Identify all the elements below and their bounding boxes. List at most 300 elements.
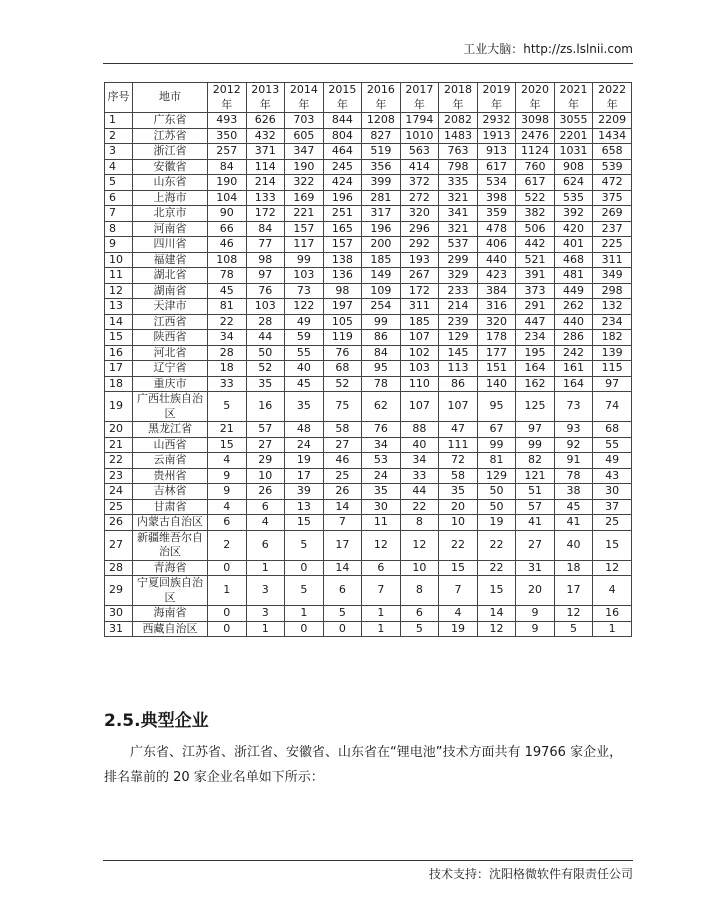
row-value-cell: 5	[285, 530, 324, 560]
table-row	[105, 113, 632, 129]
table-row	[105, 621, 632, 637]
column-header-year: 2016年	[362, 83, 401, 113]
table-row	[105, 283, 632, 299]
row-value-cell: 468	[554, 252, 593, 268]
row-value-cell: 539	[593, 159, 632, 175]
row-value-cell: 844	[323, 113, 362, 129]
row-value-cell: 17	[285, 468, 324, 484]
row-value-cell: 22	[439, 530, 478, 560]
row-value-cell: 432	[246, 128, 285, 144]
row-value-cell: 262	[554, 299, 593, 315]
row-value-cell: 95	[362, 361, 401, 377]
row-region: 新疆维吾尔自治区	[133, 530, 208, 560]
row-value-cell: 254	[362, 299, 401, 315]
row-value-cell: 157	[323, 237, 362, 253]
row-value-cell: 108	[208, 252, 247, 268]
row-value-cell: 329	[439, 268, 478, 284]
row-value-cell: 7	[439, 576, 478, 606]
row-value-cell: 375	[593, 190, 632, 206]
row-value-cell: 162	[516, 376, 555, 392]
row-value-cell: 4	[246, 515, 285, 531]
column-header-year: 2020年	[516, 83, 555, 113]
row-value-cell: 1010	[400, 128, 439, 144]
row-value-cell: 251	[323, 206, 362, 222]
row-index: 10	[105, 252, 133, 268]
row-index: 1	[105, 113, 133, 129]
row-value-cell: 0	[208, 606, 247, 622]
row-value-cell: 35	[285, 392, 324, 422]
row-value-cell: 78	[208, 268, 247, 284]
row-value-cell: 107	[400, 330, 439, 346]
row-value-cell: 392	[554, 206, 593, 222]
table-row	[105, 422, 632, 438]
row-value-cell: 322	[285, 175, 324, 191]
row-value-cell: 68	[593, 422, 632, 438]
row-value-cell: 2932	[477, 113, 516, 129]
row-value-cell: 33	[208, 376, 247, 392]
table-row	[105, 268, 632, 284]
row-value-cell: 398	[477, 190, 516, 206]
row-index: 28	[105, 560, 133, 576]
table-row	[105, 437, 632, 453]
row-value-cell: 98	[323, 283, 362, 299]
row-value-cell: 17	[554, 576, 593, 606]
row-index: 14	[105, 314, 133, 330]
row-region: 湖南省	[133, 283, 208, 299]
body-paragraph: 广东省、江苏省、浙江省、安徽省、山东省在“锂电池”技术方面共有 19766 家企业， 排名靠前的 20 家企业名单如下所示：	[104, 745, 623, 785]
row-value-cell: 164	[516, 361, 555, 377]
row-value-cell: 157	[285, 221, 324, 237]
row-value-cell: 804	[323, 128, 362, 144]
row-value-cell: 225	[593, 237, 632, 253]
row-value-cell: 129	[477, 468, 516, 484]
row-value-cell: 34	[208, 330, 247, 346]
row-value-cell: 196	[323, 190, 362, 206]
table-row	[105, 515, 632, 531]
column-header-year: 2022年	[593, 83, 632, 113]
row-value-cell: 11	[362, 515, 401, 531]
row-value-cell: 414	[400, 159, 439, 175]
row-value-cell: 0	[285, 621, 324, 637]
page-header: 工业大脑：http://zs.lslnii.com	[103, 40, 633, 64]
row-value-cell: 29	[246, 453, 285, 469]
row-value-cell: 68	[323, 361, 362, 377]
row-value-cell: 88	[400, 422, 439, 438]
row-value-cell: 46	[208, 237, 247, 253]
row-value-cell: 281	[362, 190, 401, 206]
row-region: 海南省	[133, 606, 208, 622]
table-row	[105, 468, 632, 484]
row-value-cell: 161	[554, 361, 593, 377]
row-value-cell: 311	[400, 299, 439, 315]
row-value-cell: 27	[516, 530, 555, 560]
row-value-cell: 8	[400, 576, 439, 606]
row-region: 上海市	[133, 190, 208, 206]
table-row	[105, 376, 632, 392]
row-value-cell: 178	[477, 330, 516, 346]
row-value-cell: 41	[554, 515, 593, 531]
row-value-cell: 114	[246, 159, 285, 175]
row-value-cell: 12	[593, 560, 632, 576]
row-value-cell: 22	[400, 499, 439, 515]
row-value-cell: 1	[362, 606, 401, 622]
row-region: 山西省	[133, 437, 208, 453]
row-value-cell: 45	[285, 376, 324, 392]
row-value-cell: 478	[477, 221, 516, 237]
row-value-cell: 233	[439, 283, 478, 299]
row-value-cell: 133	[246, 190, 285, 206]
row-value-cell: 35	[362, 484, 401, 500]
row-value-cell: 10	[439, 515, 478, 531]
column-header-region: 地市	[133, 83, 208, 113]
patent-count-table	[104, 82, 632, 637]
column-header-year: 2015年	[323, 83, 362, 113]
row-value-cell: 12	[362, 530, 401, 560]
row-value-cell: 30	[593, 484, 632, 500]
row-value-cell: 102	[400, 345, 439, 361]
row-value-cell: 8	[400, 515, 439, 531]
row-value-cell: 19	[477, 515, 516, 531]
row-region: 浙江省	[133, 144, 208, 160]
row-value-cell: 442	[516, 237, 555, 253]
row-value-cell: 347	[285, 144, 324, 160]
row-value-cell: 245	[323, 159, 362, 175]
row-value-cell: 40	[285, 361, 324, 377]
row-value-cell: 27	[246, 437, 285, 453]
row-value-cell: 15	[439, 560, 478, 576]
row-value-cell: 78	[362, 376, 401, 392]
row-index: 12	[105, 283, 133, 299]
row-value-cell: 37	[593, 499, 632, 515]
row-value-cell: 25	[323, 468, 362, 484]
table-row	[105, 560, 632, 576]
row-value-cell: 86	[362, 330, 401, 346]
table-row	[105, 159, 632, 175]
table-row	[105, 576, 632, 606]
row-value-cell: 3	[246, 576, 285, 606]
row-value-cell: 196	[362, 221, 401, 237]
row-value-cell: 6	[246, 530, 285, 560]
row-value-cell: 14	[323, 499, 362, 515]
column-header-year: 2018年	[439, 83, 478, 113]
table-row	[105, 499, 632, 515]
row-value-cell: 5	[323, 606, 362, 622]
row-value-cell: 193	[400, 252, 439, 268]
row-index: 30	[105, 606, 133, 622]
row-value-cell: 382	[516, 206, 555, 222]
row-value-cell: 472	[593, 175, 632, 191]
row-value-cell: 24	[285, 437, 324, 453]
row-index: 13	[105, 299, 133, 315]
row-region: 西藏自治区	[133, 621, 208, 637]
row-value-cell: 237	[593, 221, 632, 237]
row-value-cell: 66	[208, 221, 247, 237]
row-value-cell: 10	[246, 468, 285, 484]
row-value-cell: 13	[285, 499, 324, 515]
row-value-cell: 49	[285, 314, 324, 330]
row-value-cell: 798	[439, 159, 478, 175]
row-value-cell: 239	[439, 314, 478, 330]
row-index: 22	[105, 453, 133, 469]
row-value-cell: 78	[554, 468, 593, 484]
row-region: 河南省	[133, 221, 208, 237]
row-index: 24	[105, 484, 133, 500]
row-value-cell: 317	[362, 206, 401, 222]
row-value-cell: 1	[285, 606, 324, 622]
row-value-cell: 6	[246, 499, 285, 515]
row-value-cell: 291	[516, 299, 555, 315]
row-value-cell: 6	[208, 515, 247, 531]
section-title: 2.5.典型企业	[104, 711, 209, 731]
row-value-cell: 99	[516, 437, 555, 453]
row-value-cell: 115	[593, 361, 632, 377]
row-value-cell: 563	[400, 144, 439, 160]
row-value-cell: 16	[246, 392, 285, 422]
row-value-cell: 99	[285, 252, 324, 268]
row-value-cell: 1124	[516, 144, 555, 160]
row-value-cell: 14	[477, 606, 516, 622]
row-index: 6	[105, 190, 133, 206]
row-value-cell: 58	[323, 422, 362, 438]
row-index: 25	[105, 499, 133, 515]
row-region: 江苏省	[133, 128, 208, 144]
row-index: 29	[105, 576, 133, 606]
row-index: 18	[105, 376, 133, 392]
table-row	[105, 206, 632, 222]
row-value-cell: 45	[208, 283, 247, 299]
row-value-cell: 53	[362, 453, 401, 469]
row-value-cell: 82	[516, 453, 555, 469]
row-value-cell: 15	[285, 515, 324, 531]
row-value-cell: 62	[362, 392, 401, 422]
column-header-year: 2017年	[400, 83, 439, 113]
row-value-cell: 97	[246, 268, 285, 284]
row-value-cell: 182	[593, 330, 632, 346]
row-value-cell: 449	[554, 283, 593, 299]
row-value-cell: 535	[554, 190, 593, 206]
row-value-cell: 107	[400, 392, 439, 422]
row-value-cell: 493	[208, 113, 247, 129]
row-value-cell: 320	[400, 206, 439, 222]
row-value-cell: 21	[208, 422, 247, 438]
row-value-cell: 75	[323, 392, 362, 422]
row-value-cell: 406	[477, 237, 516, 253]
row-value-cell: 14	[323, 560, 362, 576]
row-region: 北京市	[133, 206, 208, 222]
row-value-cell: 107	[439, 392, 478, 422]
row-value-cell: 221	[285, 206, 324, 222]
row-value-cell: 658	[593, 144, 632, 160]
row-region: 天津市	[133, 299, 208, 315]
row-index: 9	[105, 237, 133, 253]
row-value-cell: 169	[285, 190, 324, 206]
row-value-cell: 2476	[516, 128, 555, 144]
table-row	[105, 237, 632, 253]
row-value-cell: 28	[246, 314, 285, 330]
row-value-cell: 95	[477, 392, 516, 422]
table-row	[105, 175, 632, 191]
row-value-cell: 97	[593, 376, 632, 392]
row-value-cell: 103	[285, 268, 324, 284]
row-value-cell: 50	[477, 499, 516, 515]
table-row	[105, 252, 632, 268]
row-region: 安徽省	[133, 159, 208, 175]
row-value-cell: 58	[439, 468, 478, 484]
row-value-cell: 119	[323, 330, 362, 346]
row-value-cell: 28	[208, 345, 247, 361]
row-value-cell: 30	[362, 499, 401, 515]
row-value-cell: 18	[208, 361, 247, 377]
row-value-cell: 12	[400, 530, 439, 560]
row-value-cell: 151	[477, 361, 516, 377]
row-value-cell: 57	[516, 499, 555, 515]
row-region: 陕西省	[133, 330, 208, 346]
row-value-cell: 4	[593, 576, 632, 606]
row-value-cell: 1208	[362, 113, 401, 129]
row-region: 青海省	[133, 560, 208, 576]
row-value-cell: 34	[362, 437, 401, 453]
column-header-year: 2014年	[285, 83, 324, 113]
row-region: 重庆市	[133, 376, 208, 392]
row-region: 河北省	[133, 345, 208, 361]
row-value-cell: 534	[477, 175, 516, 191]
row-value-cell: 401	[554, 237, 593, 253]
row-value-cell: 827	[362, 128, 401, 144]
table-row	[105, 345, 632, 361]
row-value-cell: 316	[477, 299, 516, 315]
row-value-cell: 40	[400, 437, 439, 453]
row-value-cell: 1434	[593, 128, 632, 144]
row-value-cell: 39	[285, 484, 324, 500]
row-index: 3	[105, 144, 133, 160]
row-value-cell: 76	[323, 345, 362, 361]
row-index: 7	[105, 206, 133, 222]
row-value-cell: 0	[208, 621, 247, 637]
row-value-cell: 164	[554, 376, 593, 392]
row-value-cell: 269	[593, 206, 632, 222]
row-value-cell: 1794	[400, 113, 439, 129]
row-value-cell: 15	[477, 576, 516, 606]
row-value-cell: 84	[208, 159, 247, 175]
table-body	[105, 113, 632, 637]
row-value-cell: 311	[593, 252, 632, 268]
row-value-cell: 33	[400, 468, 439, 484]
row-region: 内蒙古自治区	[133, 515, 208, 531]
row-value-cell: 26	[246, 484, 285, 500]
row-value-cell: 420	[554, 221, 593, 237]
row-value-cell: 81	[477, 453, 516, 469]
row-region: 吉林省	[133, 484, 208, 500]
row-value-cell: 20	[516, 576, 555, 606]
row-value-cell: 41	[516, 515, 555, 531]
row-index: 2	[105, 128, 133, 144]
row-region: 贵州省	[133, 468, 208, 484]
row-region: 广西壮族自治区	[133, 392, 208, 422]
row-value-cell: 617	[516, 175, 555, 191]
row-value-cell: 3	[246, 606, 285, 622]
row-value-cell: 105	[323, 314, 362, 330]
row-region: 湖北省	[133, 268, 208, 284]
row-value-cell: 359	[477, 206, 516, 222]
row-value-cell: 292	[400, 237, 439, 253]
row-value-cell: 1	[246, 560, 285, 576]
row-value-cell: 22	[208, 314, 247, 330]
row-value-cell: 373	[516, 283, 555, 299]
table-header-row	[105, 83, 632, 113]
row-value-cell: 7	[362, 576, 401, 606]
table-row	[105, 190, 632, 206]
row-value-cell: 1031	[554, 144, 593, 160]
row-value-cell: 185	[362, 252, 401, 268]
row-value-cell: 72	[439, 453, 478, 469]
row-value-cell: 35	[439, 484, 478, 500]
row-value-cell: 19	[285, 453, 324, 469]
row-value-cell: 537	[439, 237, 478, 253]
row-value-cell: 26	[323, 484, 362, 500]
row-value-cell: 372	[400, 175, 439, 191]
row-value-cell: 47	[439, 422, 478, 438]
row-index: 26	[105, 515, 133, 531]
row-value-cell: 172	[246, 206, 285, 222]
row-value-cell: 522	[516, 190, 555, 206]
row-value-cell: 52	[246, 361, 285, 377]
row-value-cell: 31	[516, 560, 555, 576]
column-header-index: 序号	[105, 83, 133, 113]
row-value-cell: 34	[400, 453, 439, 469]
row-value-cell: 9	[516, 606, 555, 622]
row-value-cell: 1	[362, 621, 401, 637]
row-value-cell: 7	[323, 515, 362, 531]
row-value-cell: 136	[323, 268, 362, 284]
row-value-cell: 177	[477, 345, 516, 361]
row-value-cell: 464	[323, 144, 362, 160]
row-value-cell: 4	[439, 606, 478, 622]
row-value-cell: 48	[285, 422, 324, 438]
row-region: 黑龙江省	[133, 422, 208, 438]
row-value-cell: 197	[323, 299, 362, 315]
row-value-cell: 140	[477, 376, 516, 392]
row-value-cell: 103	[246, 299, 285, 315]
row-value-cell: 122	[285, 299, 324, 315]
row-value-cell: 341	[439, 206, 478, 222]
table-row	[105, 330, 632, 346]
row-value-cell: 35	[246, 376, 285, 392]
row-value-cell: 99	[477, 437, 516, 453]
row-value-cell: 440	[477, 252, 516, 268]
row-region: 广东省	[133, 113, 208, 129]
row-value-cell: 103	[400, 361, 439, 377]
table-row	[105, 299, 632, 315]
row-value-cell: 349	[593, 268, 632, 284]
row-value-cell: 22	[477, 560, 516, 576]
row-value-cell: 110	[400, 376, 439, 392]
row-value-cell: 3098	[516, 113, 555, 129]
row-value-cell: 5	[400, 621, 439, 637]
table-row	[105, 606, 632, 622]
row-region: 甘肃省	[133, 499, 208, 515]
row-region: 辽宁省	[133, 361, 208, 377]
row-value-cell: 5	[208, 392, 247, 422]
row-value-cell: 104	[208, 190, 247, 206]
row-value-cell: 111	[439, 437, 478, 453]
row-value-cell: 356	[362, 159, 401, 175]
row-value-cell: 913	[477, 144, 516, 160]
page-footer: 技术支持：沈阳格微软件有限责任公司	[103, 860, 633, 882]
row-value-cell: 15	[208, 437, 247, 453]
row-value-cell: 335	[439, 175, 478, 191]
row-value-cell: 18	[554, 560, 593, 576]
row-value-cell: 350	[208, 128, 247, 144]
